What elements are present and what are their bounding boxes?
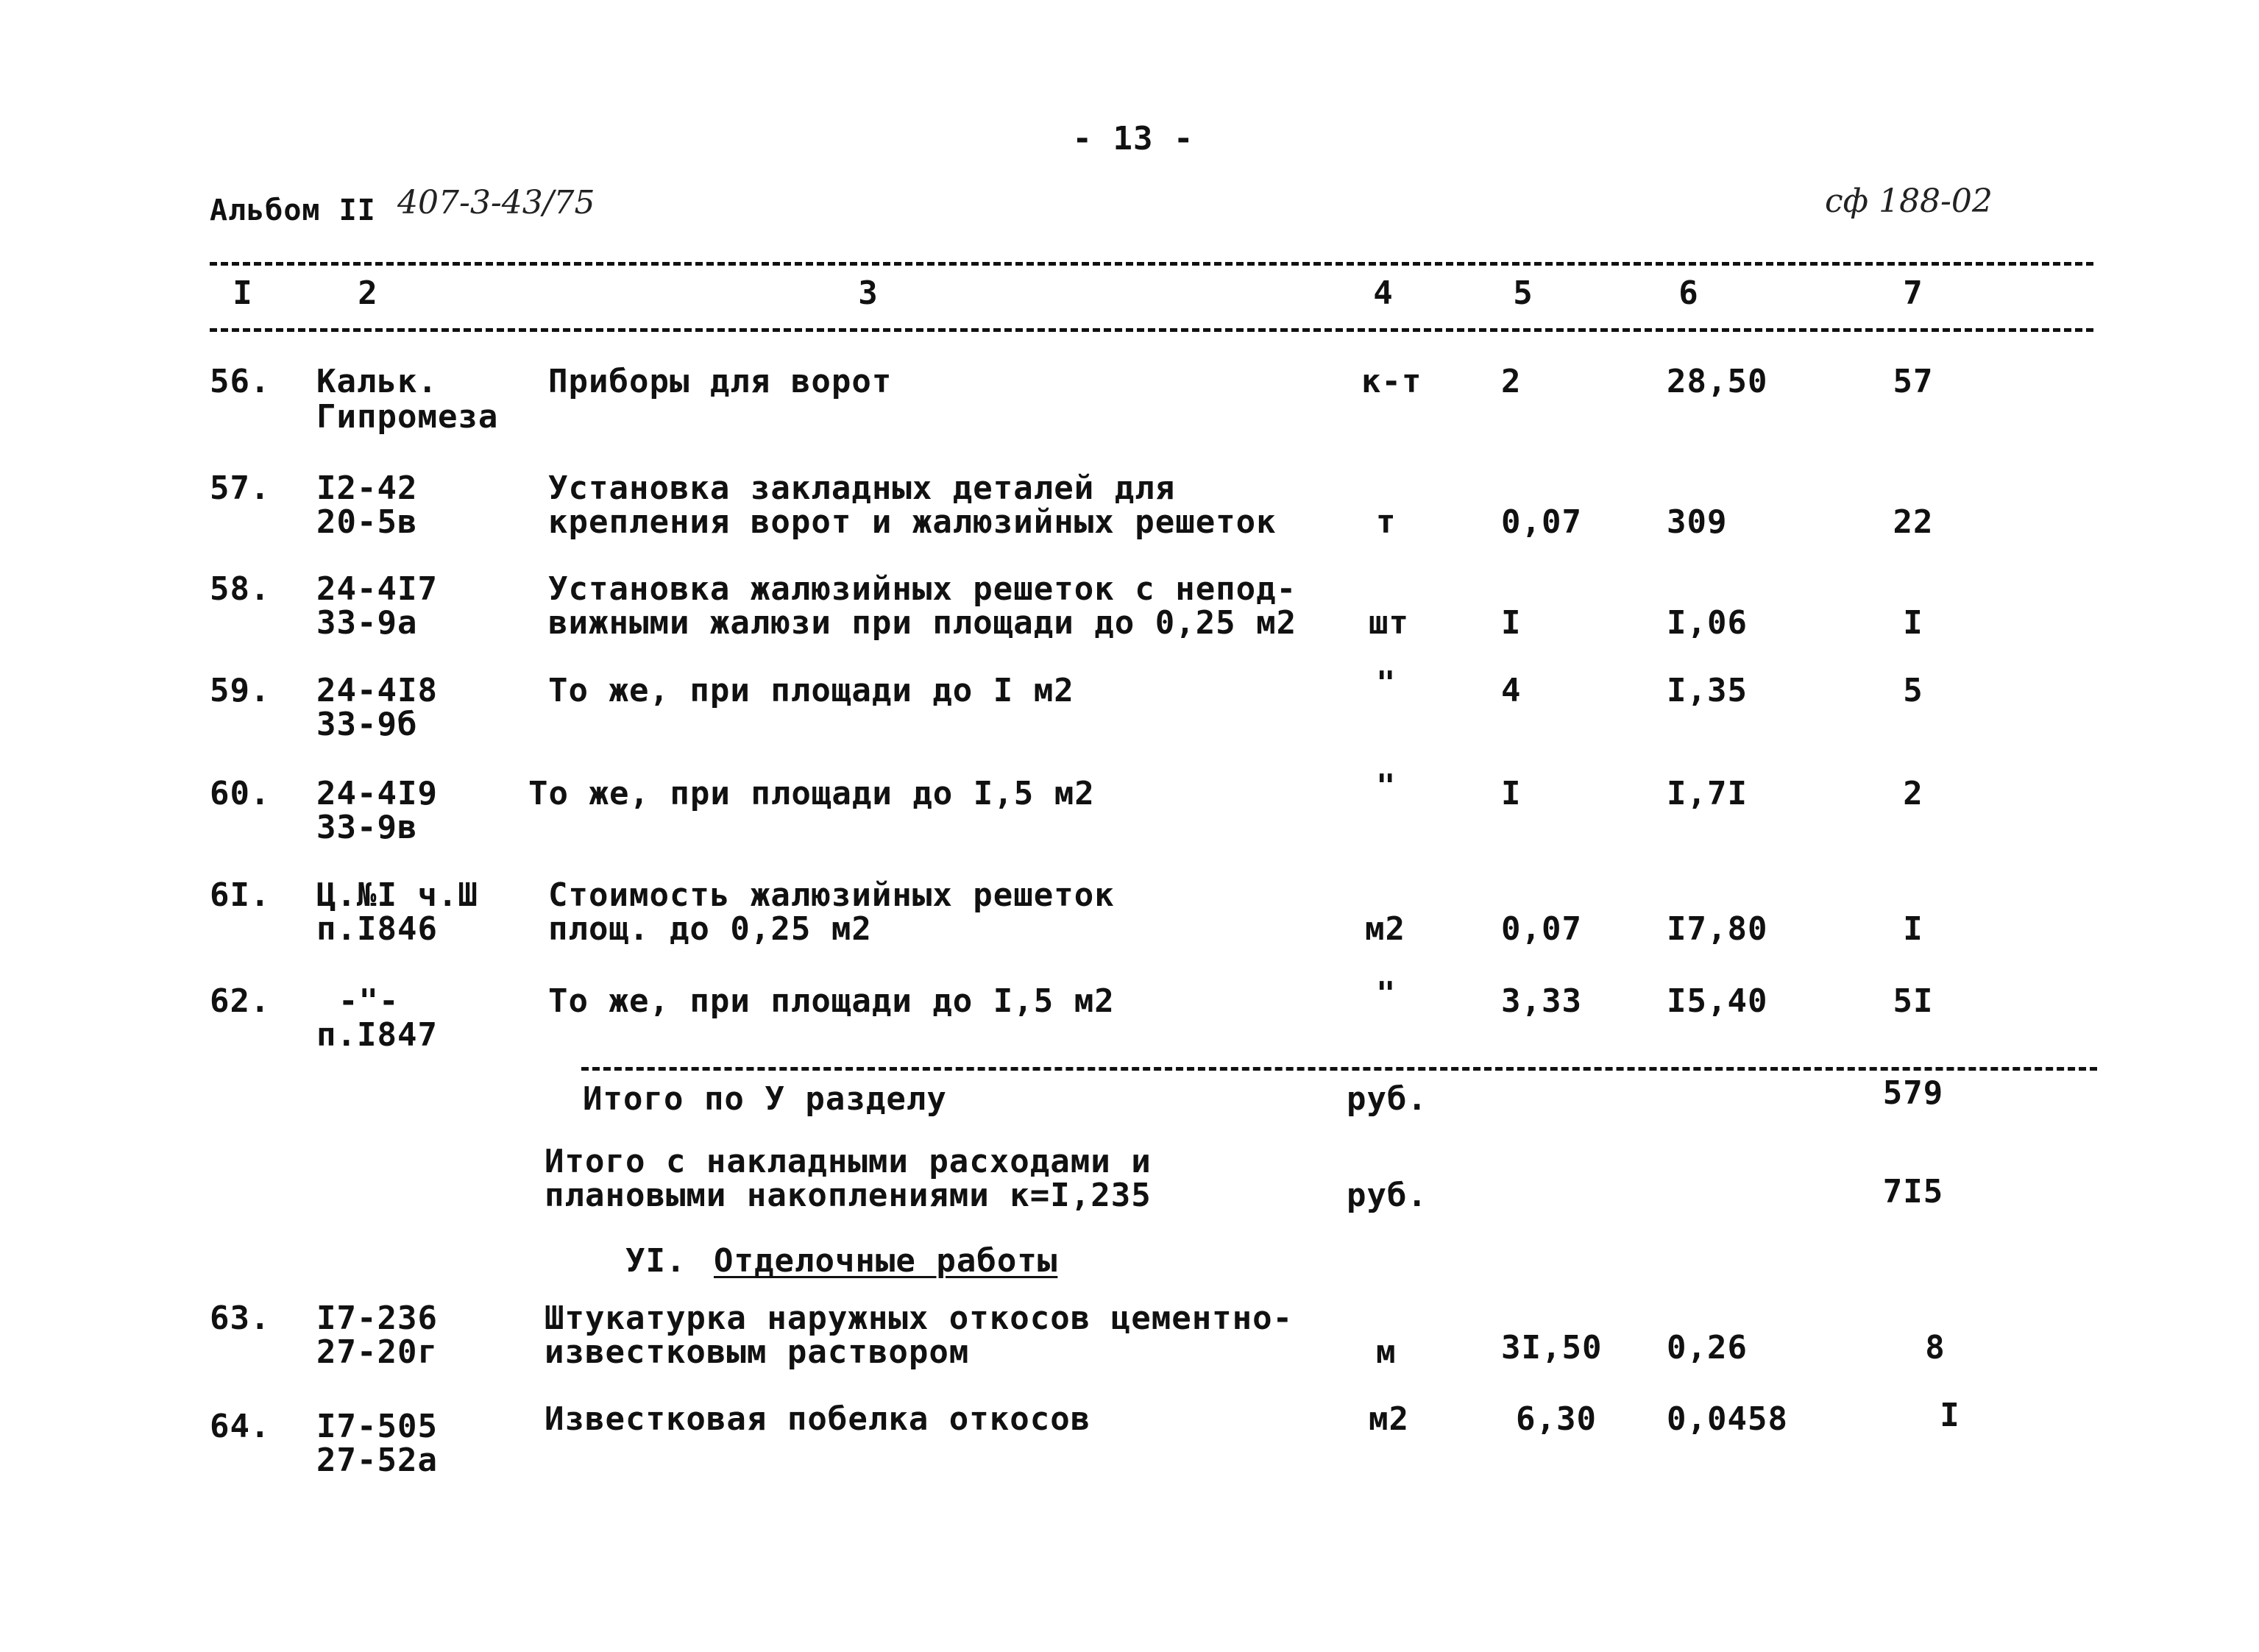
row-price: I,06 bbox=[1667, 604, 1748, 642]
row-description: То же, при площади до I,5 м2 bbox=[548, 982, 1115, 1020]
row-price: I7,80 bbox=[1667, 910, 1768, 948]
row-price: 28,50 bbox=[1667, 363, 1768, 400]
row-total: I bbox=[1940, 1397, 1960, 1434]
row-unit: т bbox=[1376, 503, 1397, 541]
total-overhead-label: Итого с накладными расходами и bbox=[545, 1143, 1152, 1180]
row-total: 8 bbox=[1925, 1329, 1946, 1366]
col-header-2: 2 bbox=[358, 274, 378, 312]
row-total: I bbox=[1903, 910, 1923, 948]
col-header-6: 6 bbox=[1678, 274, 1699, 312]
row-price: 0,0458 bbox=[1667, 1400, 1788, 1438]
row-price: I5,40 bbox=[1667, 982, 1768, 1020]
col-header-1: I bbox=[233, 274, 253, 312]
row-code-2: 33-9б bbox=[316, 706, 418, 743]
row-description-2: вижными жалюзи при площади до 0,25 м2 bbox=[548, 604, 1297, 642]
row-quantity: I bbox=[1501, 604, 1522, 642]
row-quantity: 0,07 bbox=[1501, 910, 1582, 948]
row-quantity: 2 bbox=[1501, 363, 1522, 400]
total-section-unit: руб. bbox=[1347, 1080, 1428, 1118]
row-quantity: I bbox=[1501, 775, 1522, 812]
row-price: I,35 bbox=[1667, 672, 1748, 709]
row-code-2: 27-20г bbox=[316, 1333, 438, 1371]
row-total: I bbox=[1903, 604, 1923, 642]
row-code-2: 27-52а bbox=[316, 1442, 438, 1479]
header-top-rule bbox=[210, 262, 2093, 266]
row-quantity: 6,30 bbox=[1516, 1400, 1597, 1438]
row-number: 60. bbox=[210, 775, 271, 812]
row-price: 0,26 bbox=[1667, 1329, 1748, 1366]
row-code: I2-42 bbox=[316, 469, 418, 507]
row-description: То же, при площади до I,5 м2 bbox=[528, 775, 1095, 812]
row-code: 24-4I9 bbox=[316, 775, 438, 812]
row-code: Ц.№I ч.Ш bbox=[316, 876, 478, 914]
row-code-2: Гипромеза bbox=[316, 398, 499, 436]
row-total: 22 bbox=[1893, 503, 1934, 541]
row-unit: " bbox=[1376, 975, 1397, 1013]
row-description: Штукатурка наружных откосов цементно- bbox=[545, 1300, 1294, 1337]
row-code: I7-236 bbox=[316, 1300, 438, 1337]
row-description-2: площ. до 0,25 м2 bbox=[548, 910, 872, 948]
row-description: Установка закладных деталей для bbox=[548, 469, 1176, 507]
row-unit: шт bbox=[1369, 604, 1409, 642]
row-quantity: 4 bbox=[1501, 672, 1522, 709]
row-unit: м2 bbox=[1365, 910, 1405, 948]
row-number: 58. bbox=[210, 570, 271, 608]
col-header-5: 5 bbox=[1513, 274, 1533, 312]
row-number: 56. bbox=[210, 363, 271, 400]
row-price: I,7I bbox=[1667, 775, 1748, 812]
row-unit: " bbox=[1376, 767, 1397, 805]
total-overhead-value: 7I5 bbox=[1882, 1173, 1944, 1210]
row-number: 6I. bbox=[210, 876, 271, 914]
row-code: 24-4I7 bbox=[316, 570, 438, 608]
row-description: Стоимость жалюзийных решеток bbox=[548, 876, 1115, 914]
row-total: 5 bbox=[1903, 672, 1923, 709]
row-code: 24-4I8 bbox=[316, 672, 438, 709]
row-number: 62. bbox=[210, 982, 271, 1020]
row-total: 5I bbox=[1893, 982, 1934, 1020]
row-description: Известковая побелка откосов bbox=[545, 1400, 1091, 1438]
row-code-2: 33-9в bbox=[316, 809, 418, 846]
row-unit: м bbox=[1376, 1333, 1397, 1371]
section-roman-numeral: УI. bbox=[625, 1242, 687, 1280]
row-number: 63. bbox=[210, 1300, 271, 1337]
row-code-2: 20-5в bbox=[316, 503, 418, 541]
header-bottom-rule bbox=[210, 328, 2093, 332]
row-code-2: 33-9а bbox=[316, 604, 418, 642]
row-number: 59. bbox=[210, 672, 271, 709]
album-label: Альбом II bbox=[210, 194, 376, 227]
row-description: Установка жалюзийных решеток с непод- bbox=[548, 570, 1297, 608]
row-code-2: п.I846 bbox=[316, 910, 438, 948]
row-number: 57. bbox=[210, 469, 271, 507]
row-description-2: известковым раствором bbox=[545, 1333, 970, 1371]
row-unit: " bbox=[1376, 664, 1397, 702]
album-code: 407-3-43/75 bbox=[397, 184, 595, 221]
row-price: 309 bbox=[1667, 503, 1728, 541]
col-header-4: 4 bbox=[1373, 274, 1394, 312]
col-header-7: 7 bbox=[1903, 274, 1923, 312]
row-quantity: 0,07 bbox=[1501, 503, 1582, 541]
row-code-2: п.I847 bbox=[316, 1016, 438, 1054]
row-code: -"- bbox=[338, 982, 400, 1020]
row-code: I7-505 bbox=[316, 1408, 438, 1445]
row-quantity: 3,33 bbox=[1501, 982, 1582, 1020]
row-unit: м2 bbox=[1369, 1400, 1409, 1438]
section-title: Отделочные работы bbox=[714, 1242, 1058, 1280]
col-header-3: 3 bbox=[858, 274, 879, 312]
row-code: Кальк. bbox=[316, 363, 438, 400]
totals-rule bbox=[581, 1067, 2097, 1071]
total-overhead-label-2: плановыми накоплениями к=I,235 bbox=[545, 1177, 1152, 1214]
row-total: 2 bbox=[1903, 775, 1923, 812]
row-quantity: 3I,50 bbox=[1501, 1329, 1603, 1366]
row-total: 57 bbox=[1893, 363, 1934, 400]
row-description: Приборы для ворот bbox=[548, 363, 893, 400]
page-number: - 13 - bbox=[1072, 120, 1194, 157]
row-description-2: крепления ворот и жалюзийных решеток bbox=[548, 503, 1277, 541]
total-overhead-unit: руб. bbox=[1347, 1177, 1428, 1214]
total-section-value: 579 bbox=[1882, 1074, 1944, 1112]
total-section-label: Итого по У разделу bbox=[583, 1080, 947, 1118]
row-unit: к-т bbox=[1361, 363, 1422, 400]
row-description: То же, при площади до I м2 bbox=[548, 672, 1074, 709]
stamp-code: сф 188-02 bbox=[1825, 182, 1993, 220]
row-number: 64. bbox=[210, 1408, 271, 1445]
